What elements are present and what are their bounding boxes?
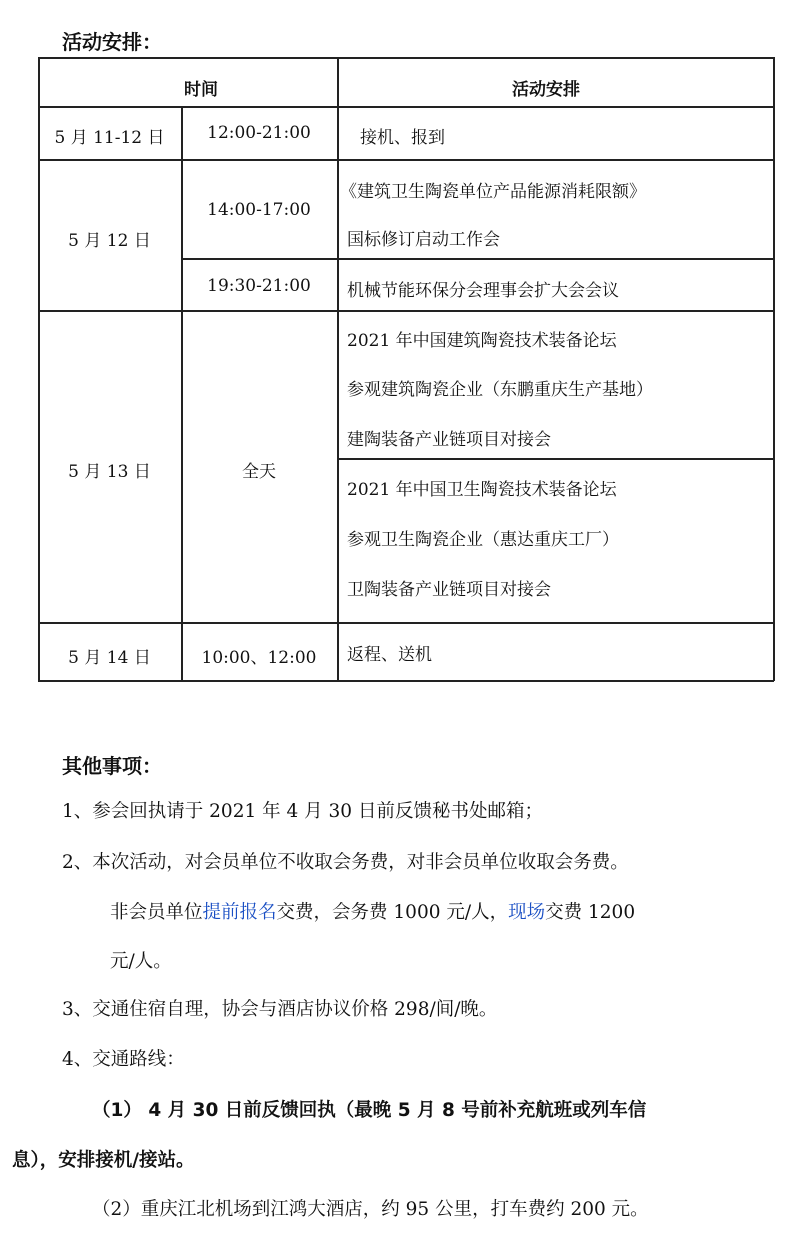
item-2-text-b: 交费，会务费 1000 元/人， (276, 902, 509, 923)
other-heading: 其他事项： (62, 754, 162, 778)
row4-time: 10:00、12:00 (201, 648, 317, 668)
row1-time: 12:00-21:00 (207, 123, 311, 143)
item-2-text-c: 交费 1200 (545, 902, 636, 923)
row3-activity-b-2: 参观卫生陶瓷企业（惠达重庆工厂） (347, 530, 619, 550)
row2-time-b: 19:30-21:00 (207, 276, 311, 296)
row4-activity: 返程、送机 (347, 645, 432, 665)
header-activity: 活动安排 (512, 80, 580, 100)
item-2-line1: 2、本次活动，对会员单位不收取会务费，对非会员单位收取会务费。 (62, 852, 629, 873)
row2-time-a: 14:00-17:00 (207, 200, 311, 220)
row3-activity-a-1: 2021 年中国建筑陶瓷技术装备论坛 (347, 331, 617, 351)
row3-activity-b-3: 卫陶装备产业链项目对接会 (347, 580, 551, 600)
item-2-line2 (110, 898, 635, 924)
item-2-text-a: 非会员单位 (110, 902, 203, 923)
row1-date: 5 月 11-12 日 (54, 128, 165, 148)
header-time: 时间 (184, 80, 218, 100)
row2-activity-b: 机械节能环保分会理事会扩大会会议 (347, 281, 619, 301)
route-1-line1: （1） 4 月 30 日前反馈回执（最晚 5 月 8 号前补充航班或列车信 (92, 1100, 647, 1121)
row3-activity-a-3: 建陶装备产业链项目对接会 (347, 430, 551, 450)
row3-activity-b-1: 2021 年中国卫生陶瓷技术装备论坛 (347, 480, 617, 500)
row3-activity-a-2: 参观建筑陶瓷企业（东鹏重庆生产基地） (347, 380, 653, 400)
route-2: （2）重庆江北机场到江鸿大酒店，约 95 公里，打车费约 200 元。 (92, 1199, 649, 1220)
item-3: 3、交通住宿自理，协会与酒店协议价格 298/间/晚。 (62, 999, 498, 1020)
row4-date: 5 月 14 日 (68, 648, 151, 668)
item-2-line3: 元/人。 (110, 951, 172, 972)
early-registration-link[interactable]: 提前报名 (202, 902, 277, 923)
row1-activity: 接机、报到 (360, 128, 445, 148)
row3-time: 全天 (242, 462, 276, 482)
row2-activity-a-line1: 《建筑卫生陶瓷单位产品能源消耗限额》 (340, 182, 646, 202)
schedule-heading: 活动安排： (62, 30, 162, 54)
row2-activity-a-line2: 国标修订启动工作会 (347, 230, 500, 250)
item-4: 4、交通路线： (62, 1049, 185, 1070)
row3-date: 5 月 13 日 (68, 462, 151, 482)
onsite-link[interactable]: 现场 (508, 902, 546, 923)
row2-date: 5 月 12 日 (68, 231, 151, 251)
route-1-line2: 息），安排接机/接站。 (12, 1150, 195, 1171)
item-1: 1、参会回执请于 2021 年 4 月 30 日前反馈秘书处邮箱； (62, 801, 543, 822)
